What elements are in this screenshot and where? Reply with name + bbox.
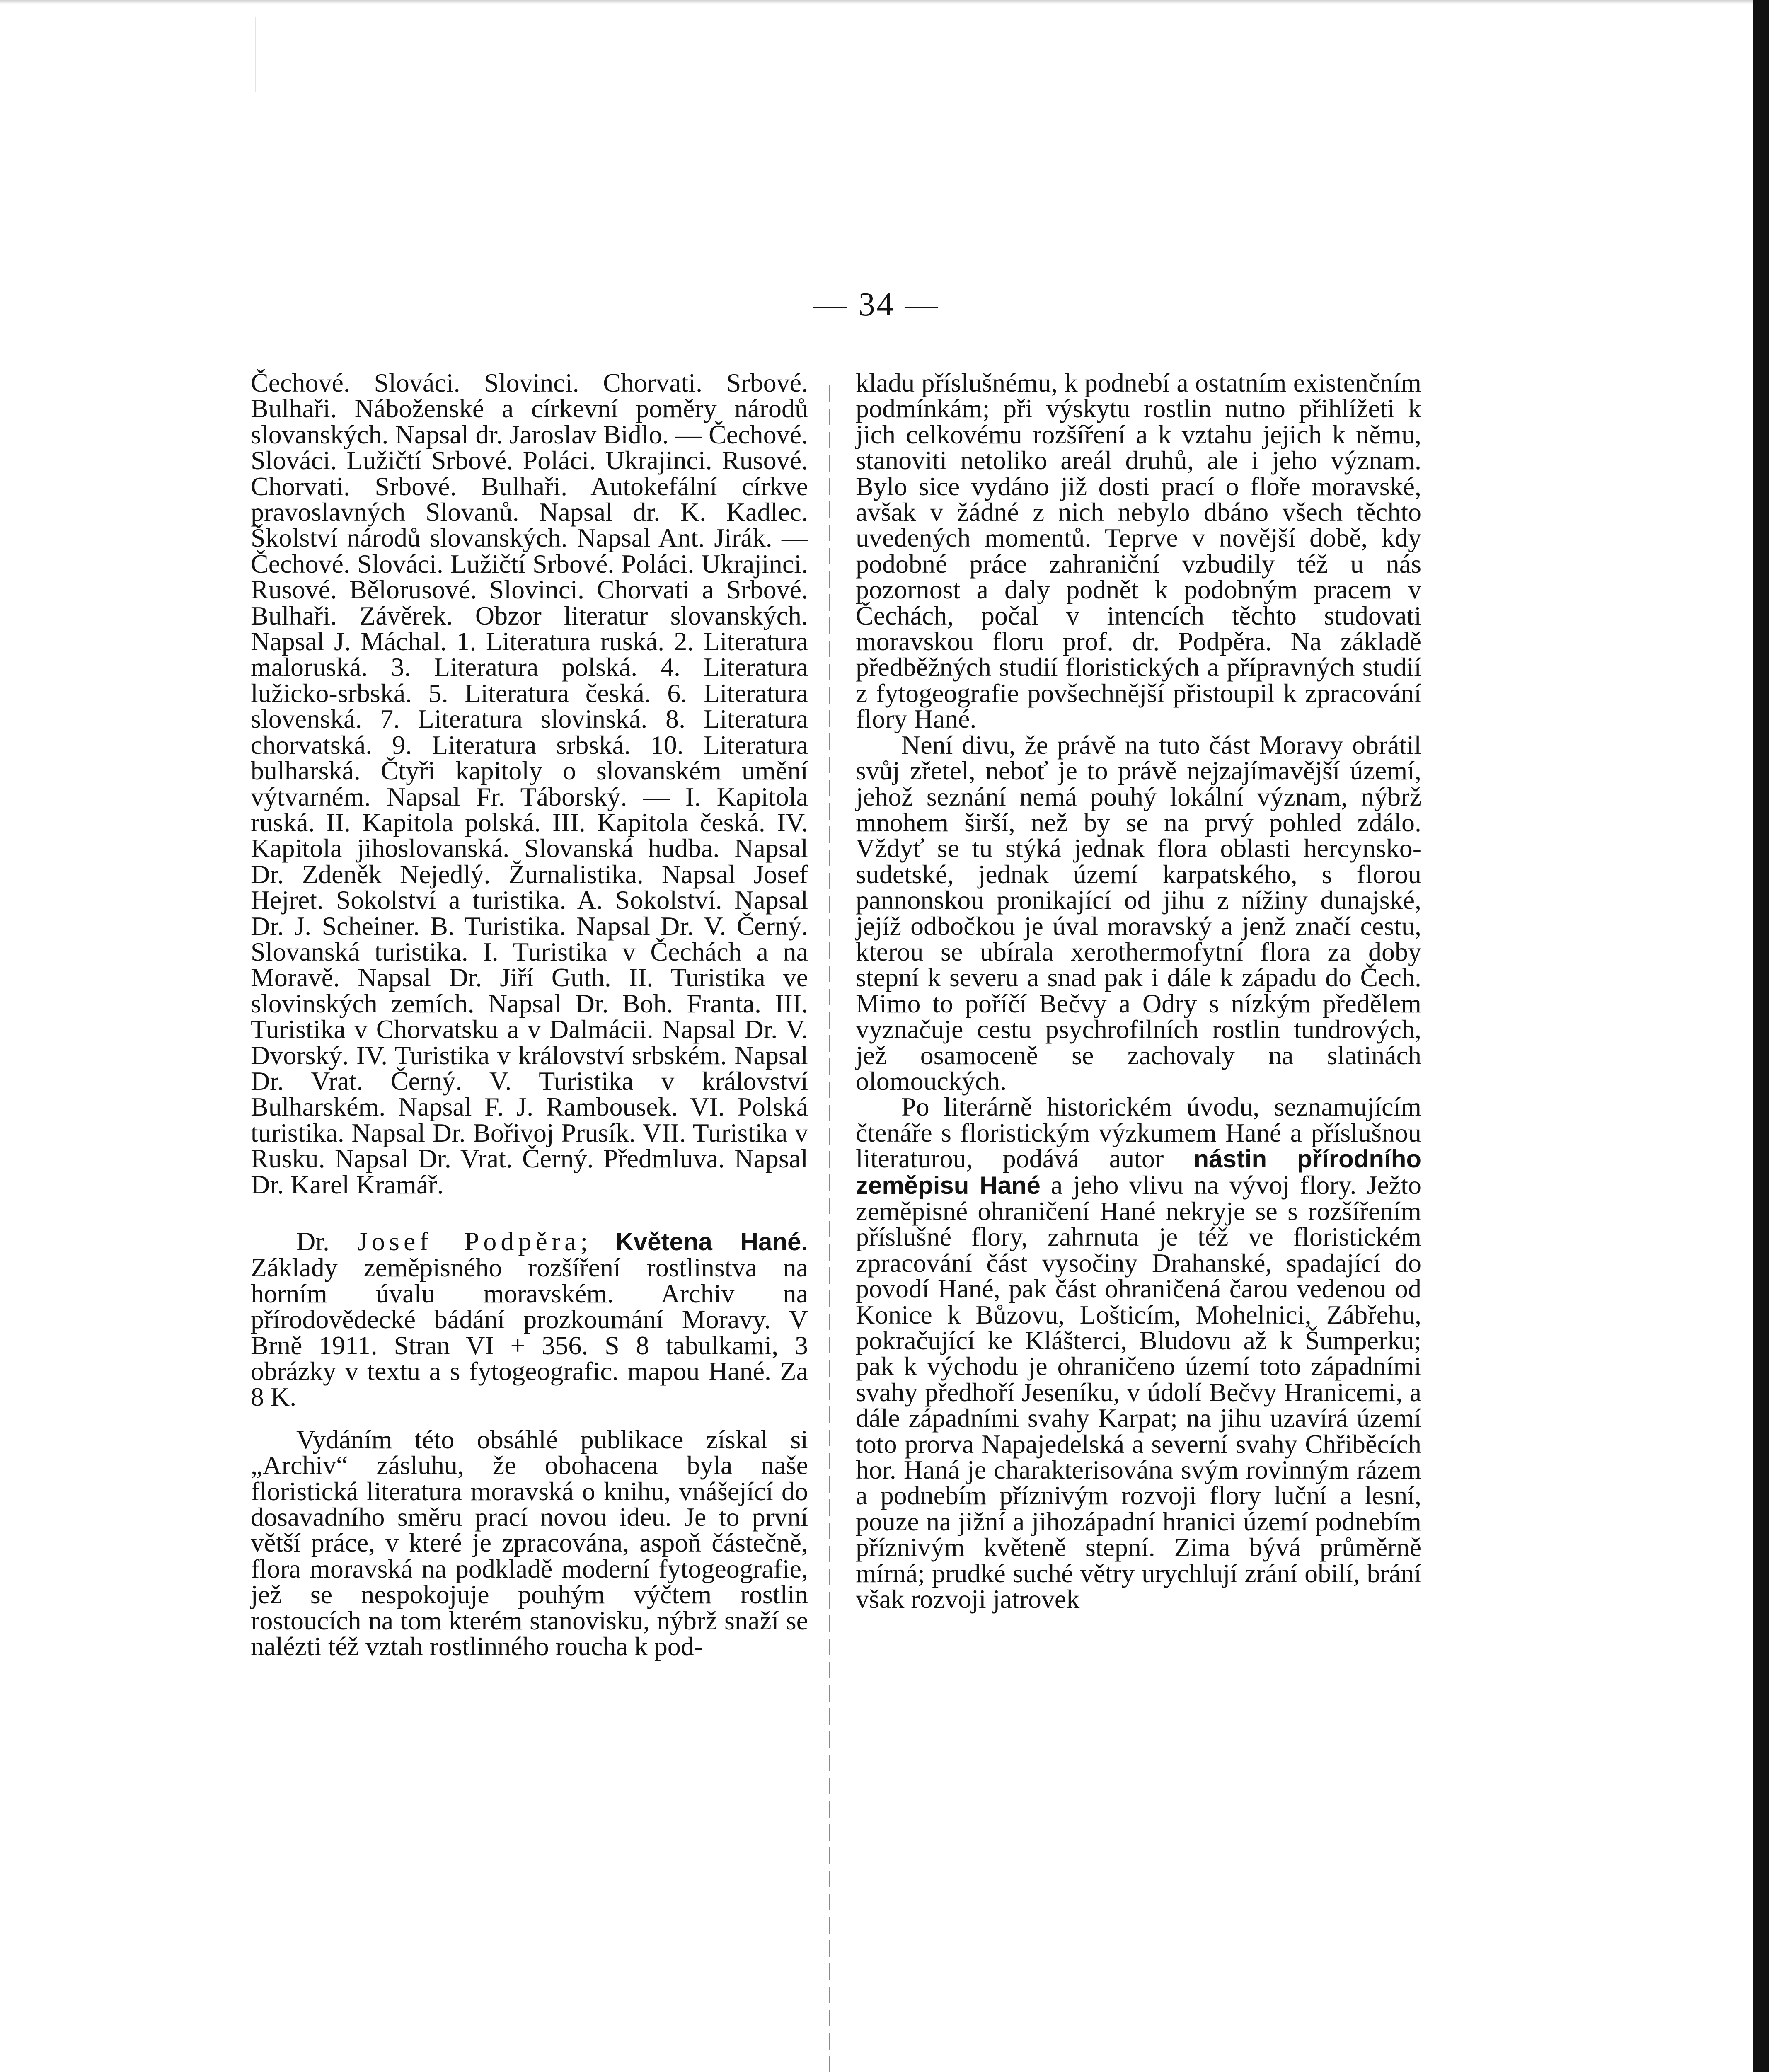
contents-list: Čechové. Slováci. Slovinci. Chorvati. Srbové. Bulhaři. Náboženské a církevní poměry národů slovanských. Napsal dr. Jaroslav Bidlo. — Čechové. Slováci. Lužičtí Srbové. Poláci. Ukrajinci. Rusové. Chorvati. Srbové. Bulhaři. Autokefální církve pravoslavných Slovanů. Napsal dr. K. Kadlec. Školství národů slovanských. Napsal Ant. Jirák. — Čechové. Slováci. Lužičtí Srbové. Poláci. Ukrajinci. Rusové. Bělorusové. Slovinci. Chorvati a Srbové. Bulhaři. Závěrek. Obzor literatur slovanských. Napsal J. Máchal. 1. Literatura ruská. 2. Literatura maloruská. 3. Literatura polská. 4. Literatura lužicko-srbská. 5. Literatura česká. 6. Literatura slovenská. 7. Literatura slovinská. 8. Literatura chorvatská. 9. Literatura srbská. 10. Literatura bulharská. Čtyři kapitoly o slovanském umění výtvarném. Napsal Fr. Táborský. — I. Kapitola ruská. II. Kapitola polská. III. Kapitola česká. IV. Kapitola jihoslovanská. Slovanská hudba. Napsal Dr. Zdeněk Nejedlý. Žurnalistika. Napsal Josef Hejret. Sokolství a turistika. A. Sokolství. Napsal Dr. J. Scheiner. B. Turistika. Napsal Dr. V. Černý. Slovanská turistika. I. Turistika v Čechách a na Moravě. Napsal Dr. Jiří Guth. II. Turistika ve slovinských zemích. Napsal Dr. Boh. Franta. III. Turistika v Chorvatsku a v Dalmácii. Napsal Dr. V. Dvorský. IV. Turistika v království srbském. Napsal Dr. Vrat. Černý. V. Turistika v království Bulharském. Napsal F. J. Rambousek. VI. Polská turistika. Napsal Dr. Bořivoj Prusík. VII. Turistika v Rusku. Napsal Dr. Vrat. Černý. Předmluva. Napsal Dr. Karel Kramář. [251,368,808,1199]
review-separator: ; [580,1227,588,1256]
scan-right-edge [1753,0,1769,2072]
review-paragraph-continued: kladu příslušnému, k podnebí a ostatním existenčním podmínkám; při výskytu rostlin nutno přihlížeti k jich celkovému rozšíření a k vztahu jejich k němu, stanoviti netoliko areál druhů, ale i jeho význam. Bylo sice vydáno již dosti prací o floře moravské, avšak v žádné z nich nebylo dbáno všech těchto uvedených momentů. Teprve v novější době, kdy podobné práce zahraniční vzbudily též u nás pozornost a daly podnět k podobným pracem v Čechách, počal v intencích těchto studovati moravskou floru prof. dr. Podpěra. Na základě předběžných studií floristických a přípravných studií z fytogeografie povšechnější přistoupil k zpracování flory Hané. [856,368,1421,734]
review-book-title: Květena Hané. [615,1228,808,1256]
left-column [251,370,808,1660]
review-author: Josef Podpěra [357,1227,581,1256]
author-prefix: Dr. [296,1227,329,1256]
review-paragraph: Není divu, že právě na tuto část Moravy obrátil svůj zřetel, neboť je to právě nejzajímavější území, jehož seznání nemá pouhý lokální význam, nýbrž mnohem širší, než by se na prvý pohled zdálo. Vždyť se tu stýká jednak flora oblasti hercynsko-sudetské, jednak území karpatského, s florou pannonskou pronikající od jihu z nížiny dunajské, jejíž odbočkou je úval moravský a jenž značí cestu, kterou se ubírala xerothermofytní flora za doby stepní k severu a snad pak i dále k západu do Čech. Mimo to poříčí Bečvy a Odry s nízkým předělem vyznačuje cestu psychrofilních rostlin tundrových, jež osamoceně se zachovaly na slatinách olomouckých. [856,730,1421,1096]
paragraph-text: Po literárně historickém úvodu, seznamujícím čtenáře s floristickým výzkumem Hané a příslušnou literaturou, podává autor [856,1092,1421,1174]
review-paragraph: Vydáním této obsáhlé publikace získal si „Archiv“ zásluhu, že obohacena byla naše floristická literatura moravská o knihu, vnášející do dosavadního směru prací novou ideu. Je to první větší práce, v které je zpracována, aspoň částečně, flora moravská na podkladě moderní fytogeografie, jež se nespokojuje pouhým výčtem rostlin rostoucích na tom kterém stanovisku, nýbrž snaží se nalézti též vztah rostlinného roucha k pod- [251,1424,808,1661]
page-number: — 34 — [813,286,940,323]
scan-corner-mark [139,17,256,92]
paragraph-text: a jeho vlivu na vývoj flory. Ježto zeměpisné ohraničení Hané nekryje se s rozšířením příslušné flory, zahrnuta je též ve floristickém zpracování část vysočiny Drahanské, spadající do povodí Hané, pak část ohraničená čarou vedenou od Konice k Bůzovu, Lošticím, Mohelnici, Zábřehu, pokračující ke Klášterci, Bludovu až k Šumperku; pak k východu je ohraničeno území toto západními svahy předhoří Jeseníku, v údolí Bečvy Hranicemi, a dále západními svahy Karpat; na jihu uzavírá území toto prorva Napajedelská a severní svahy Chřiběcích hor. Haná je charakterisována svým rovinným rázem a podnebím příznivým rozvoji flory luční a lesní, pouze na jižní a jihozápadní hranici území podnebím příznivým květeně stepní. Zima bývá průměrně mírná; prudké suché větry urychlují zrání obilí, brání však rozvoji jatrovek [856,1170,1421,1614]
column-divider [829,385,830,2072]
right-column [856,370,1421,1612]
emphasized-text: nástin přírodního zeměpisu Hané [856,1145,1421,1199]
review-book-details: Základy zeměpisného rozšíření rostlinstva na horním úvalu moravském. Archiv na přírodovědecké bádání prozkoumání Moravy. V Brně 1911. Stran VI + 356. S 8 tabulkami, 3 obrázky v textu a s fytogeografic. mapou Hané. Za 8 K. [251,1253,808,1412]
scan-top-edge [0,0,1753,4]
review-paragraph [856,1094,1421,1612]
book-review-heading [251,1229,808,1410]
